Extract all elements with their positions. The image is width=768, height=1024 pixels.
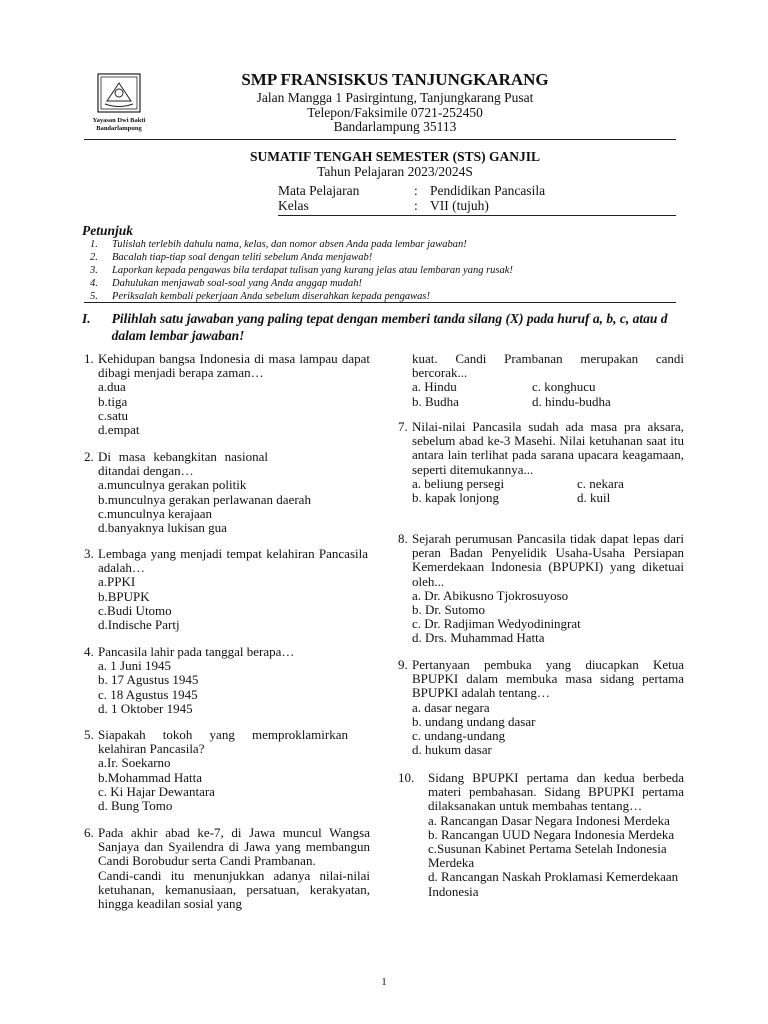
option-d: d. Drs. Muhammad Hatta (412, 630, 545, 646)
option-c: c. 18 Agustus 1945 (98, 686, 198, 702)
option-b: b. undang undang dasar (412, 713, 536, 729)
subject-label: Mata Pelajaran (278, 183, 360, 198)
class-label: Kelas (278, 198, 309, 213)
school-phone: Telepon/Faksimile 0721-252450 (307, 105, 483, 120)
option-b: b. kapak lonjong (412, 490, 500, 506)
page-number: 1 (381, 976, 387, 988)
question-1: 1. Kehidupan bangsa Indonesia di masa lampau dapat dibagi menjadi berapa zaman… a.dua b.tiga c.satu d.empat (84, 351, 370, 438)
option-d: d. Rancangan Naskah Proklamasi Kemerdekaan Indonesia (428, 869, 679, 899)
question-9: 9. Pertanyaan pembuka yang diucapkan Ketua BPUPKI dalam membuka masa sidang pertama BPUPKI adalah tentang… a. dasar negara b. undang undang dasar c. undang-undang d. hukum dasar (398, 657, 684, 758)
option-d: d.Indische Partj (98, 617, 180, 633)
question-3: 3. Lembaga yang menjadi tempat kelahiran Pancasila adalah… a.PPKI b.BPUPK c.Budi Utomo d.Indische Partj (84, 546, 368, 633)
instructions-divider (84, 302, 676, 303)
subject-value: Pendidikan Pancasila (430, 183, 546, 198)
logo-caption: Yayasan Dwi Bakti Bandarlampung (92, 117, 146, 132)
option-a: a. dasar negara (412, 699, 490, 715)
header-divider (84, 139, 676, 140)
option-b: b.munculnya gerakan perlawanan daerah (98, 491, 311, 507)
option-a: a. Rancangan Dasar Negara Indonesi Merdeka (428, 812, 670, 828)
school-address: Jalan Mangga 1 Pasirgintung, Tanjungkarang Pusat (256, 90, 534, 105)
option-d: d. 1 Oktober 1945 (98, 700, 193, 716)
info-divider (278, 215, 676, 216)
option-c: c. nekara (577, 475, 624, 491)
option-a: a. 1 Juni 1945 (98, 658, 171, 674)
exam-title: SUMATIF TENGAH SEMESTER (STS) GANJIL (249, 149, 541, 164)
option-a: a. Dr. Abikusno Tjokrosuyoso (412, 587, 569, 603)
instruction-item: 2. Bacalah tiap-tiap soal dengan teliti sebelum Anda menjawab! (90, 252, 373, 263)
option-d: d. kuil (577, 490, 611, 506)
option-d: d.empat (98, 422, 140, 438)
option-b: b.Mohammad Hatta (98, 769, 202, 785)
option-d: d. hindu-budha (532, 393, 611, 409)
instruction-item: 4. Dahulukan menjawab soal-soal yang Anda anggap mudah! (90, 278, 363, 289)
option-a: a. beliung persegi (412, 475, 505, 491)
option-a: a.PPKI (98, 574, 136, 590)
option-c: c. Ki Hajar Dewantara (98, 783, 215, 799)
instruction-item: 3. Laporkan kepada pengawas bila terdapat tulisan yang kurang jelas atau lembaran yang rusak! (90, 265, 513, 276)
class-colon: : (414, 198, 418, 213)
instruction-item: 1. Tulislah terlebih dahulu nama, kelas, dan nomor absen Anda pada lembar jawaban! (90, 239, 467, 250)
school-name: SMP FRANSISKUS TANJUNGKARANG (241, 70, 549, 89)
option-b: b. Dr. Sutomo (412, 602, 485, 618)
option-b: b. Rancangan UUD Negara Indonesia Merdeka (428, 826, 675, 842)
option-c: c.Budi Utomo (98, 602, 172, 618)
option-a: a.dua (98, 379, 126, 395)
question-4: 4. Pancasila lahir pada tanggal berapa… a. 1 Juni 1945 b. 17 Agustus 1945 c. 18 Agustus 1945 d. 1 Oktober 1945 (84, 645, 370, 716)
exam-year: Tahun Pelajaran 2023/2024S (317, 164, 473, 179)
instructions-list (90, 238, 513, 303)
instructions-title: Petunjuk (82, 223, 134, 238)
school-city: Bandarlampung 35113 (333, 119, 457, 134)
class-value: VII (tujuh) (430, 198, 489, 213)
question-7: 7. Nilai-nilai Pancasila sudah ada masa pra aksara, sebelum abad ke-3 Masehi. Nilai ketuhanan saat itu antara lain terlihat pada sarana upacara keagamaan, seperti ditemukannya... a. beliung persegi c. nekara b. kapak lonjong d. kuil (398, 419, 684, 506)
question-8: 8. Sejarah perumusan Pancasila tidak dapat lepas dari peran Badan Penyelidik Usaha-Usaha Persiapan Kemerdekaan Indonesia (BPUPKI) yang diketuai oleh... a. Dr. Abikusno Tjokrosuyoso b. Dr. Sutomo c. Dr. Radjiman Wedyodiningrat d. Drs. Muhammad Hatta (398, 531, 684, 646)
option-c: c.Susunan Kabinet Pertama Setelah Indonesia Merdeka (428, 841, 667, 871)
question-10: 10. Sidang BPUPKI pertama dan kedua berbeda materi pembahasan. Sidang BPUPKI pertama dilaksanakan untuk membahas tentang… a. Rancangan Dasar Negara Indonesi Merdeka b. Rancangan UUD Negara Indonesia Merdeka c.Susunan Kabinet Pertama Setelah Indonesia Merdeka d. Rancangan Naskah Proklamasi Kemerdekaan Indonesia (398, 770, 684, 899)
option-a: a.Ir. Soekarno (98, 755, 171, 771)
option-d: d. hukum dasar (412, 742, 492, 758)
option-b: b.BPUPK (98, 588, 150, 604)
question-2: 2. Di masa kebangkitan nasional ditandai dengan… a.munculnya gerakan politik b.munculnya gerakan perlawanan daerah c.munculnya kerajaan d.banyaknya lukisan gua (84, 450, 370, 535)
option-c: c. konghucu (532, 379, 596, 395)
option-c: c.munculnya kerajaan (98, 505, 213, 521)
option-b: b. Budha (412, 393, 459, 409)
option-d: d. Bung Tomo (98, 798, 173, 814)
question-6: 6. Pada akhir abad ke-7, di Jawa muncul Wangsa Sanjaya dan Syailendra di Jawa yang membangun Candi Borobudur serta Candi Prambanan. Candi-candi itu menunjukkan adanya nilai-nilai ketuhanan, kemanusiaan, persatuan, kerakyatan, hingga keadilan sosial yang (84, 825, 370, 912)
instruction-item: 5. Periksalah kembali pekerjaan Anda sebelum diserahkan kepada pengawas! (90, 291, 430, 302)
option-a: a. Hindu (412, 379, 457, 395)
option-c: c. Dr. Radjiman Wedyodiningrat (412, 616, 581, 632)
option-c: c. undang-undang (412, 728, 506, 744)
option-a: a.munculnya gerakan politik (98, 477, 247, 493)
section-heading: I. Pilihlah satu jawaban yang paling tepat dengan memberi tanda silang (X) pada huruf a, b, c, atau d dalam lembar jawaban! (82, 311, 668, 343)
option-c: c.satu (98, 407, 128, 423)
subject-colon: : (414, 183, 418, 198)
option-d: d.banyaknya lukisan gua (98, 520, 227, 536)
question-5: 5. Siapakah tokoh yang memproklamirkan kelahiran Pancasila? a.Ir. Soekarno b.Mohammad Hatta c. Ki Hajar Dewantara d. Bung Tomo (84, 728, 370, 813)
option-b: b.tiga (98, 393, 128, 409)
question-6-end: kuat. Candi Prambanan merupakan candi bercorak... a. Hindu c. konghucu b. Budha d. hindu-budha (412, 351, 684, 409)
option-b: b. 17 Agustus 1945 (98, 672, 199, 688)
question-6-continued: Candi-candi itu menunjukkan adanya nilai-nilai ketuhanan, kemanusiaan, persatuan, kerakyatan, hingga keadilan sosial yang (98, 867, 370, 912)
school-logo (97, 73, 141, 113)
